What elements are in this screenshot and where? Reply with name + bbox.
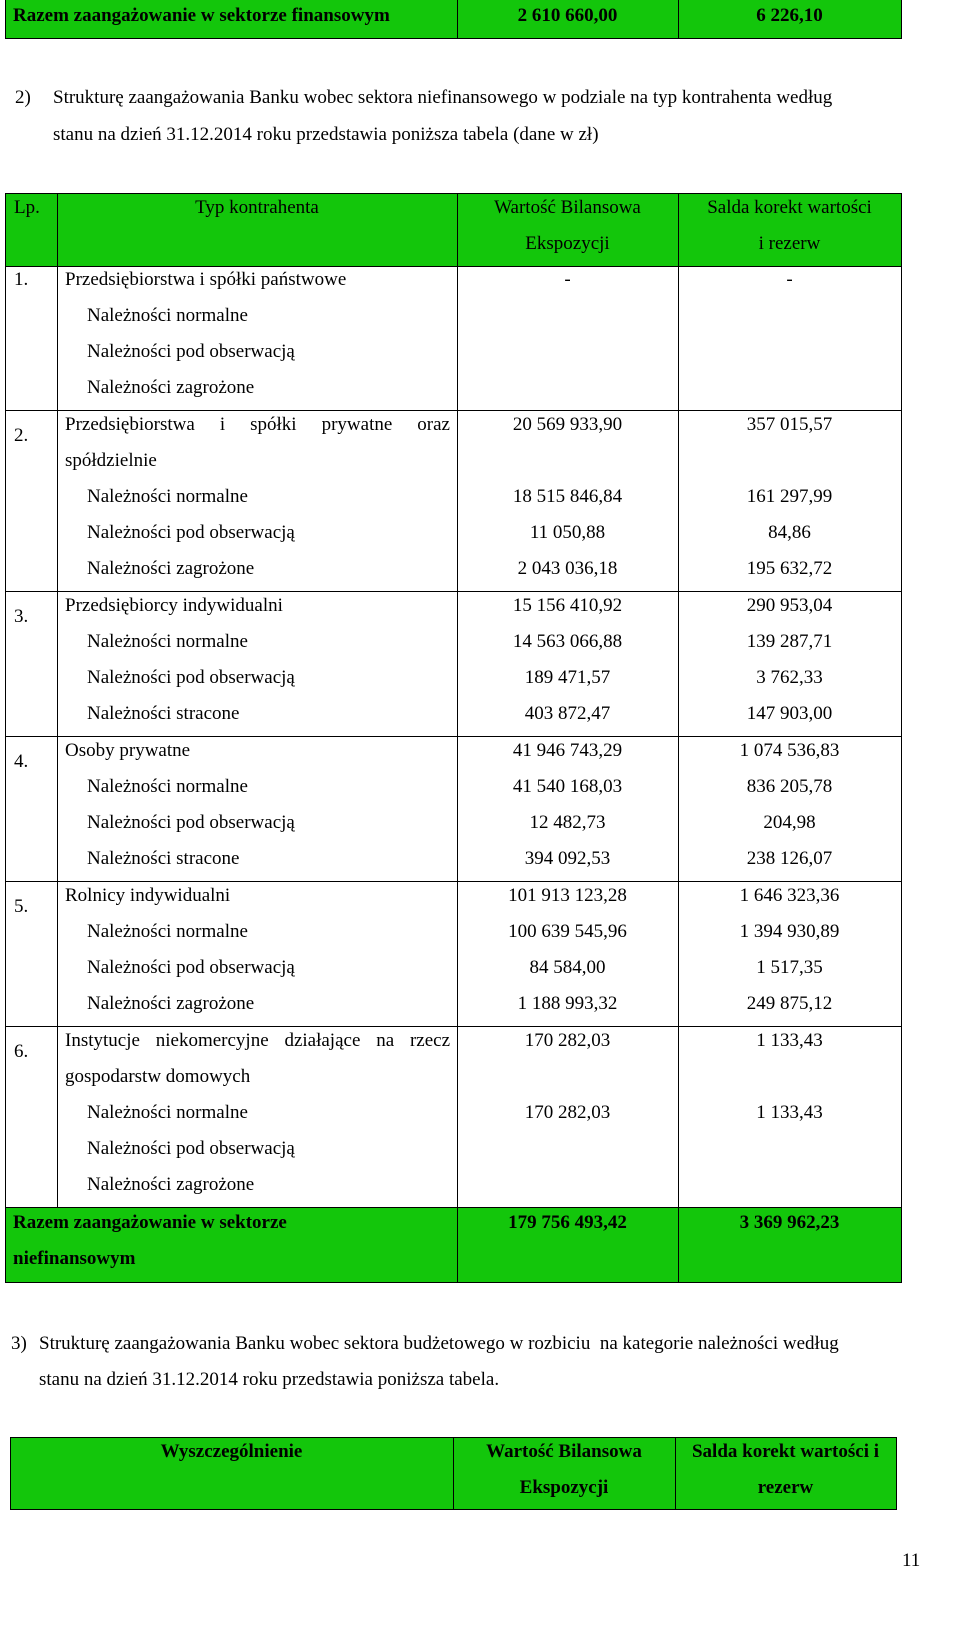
header-adjustment-line-2: i rezerw xyxy=(758,233,821,254)
row-value: 100 639 545,96 xyxy=(508,921,627,942)
row-value: 14 563 066,88 xyxy=(512,631,623,652)
total-value: 179 756 493,42 xyxy=(508,1212,627,1233)
paragraph-2-number: 2) xyxy=(15,87,31,108)
row-value: 2 043 036,18 xyxy=(517,558,618,579)
row-label: Należności normalne xyxy=(87,921,248,942)
group-title: Przedsiębiorcy indywidualni xyxy=(65,595,283,616)
group-title: Rolnicy indywidualni xyxy=(65,885,231,906)
row-adjustment: 195 632,72 xyxy=(746,558,833,579)
row-label: Należności zagrożone xyxy=(87,377,255,398)
header-value-line-1: Wartość Bilansowa xyxy=(494,197,641,218)
header-description: Wyszczególnienie xyxy=(160,1441,303,1462)
header-lp: Lp. xyxy=(14,197,40,218)
group-title: Instytucje niekomercyjne działające na rzecz xyxy=(65,1030,450,1051)
row-value: 11 050,88 xyxy=(529,522,606,543)
header-value-line-2: Ekspozycji xyxy=(519,1477,609,1498)
row-adjustment: 1 394 930,89 xyxy=(739,921,840,942)
group-value: 101 913 123,28 xyxy=(508,885,627,906)
row-label: Należności pod obserwacją xyxy=(87,667,295,688)
row-value: 394 092,53 xyxy=(524,848,611,869)
row-adjustment: 139 287,71 xyxy=(746,631,833,652)
group-number: 1. xyxy=(14,269,29,290)
row-adjustment: 1 517,35 xyxy=(756,957,823,978)
header-adjustment-line-1: Salda korekt wartości xyxy=(707,197,872,218)
row-label: Należności normalne xyxy=(87,631,248,652)
group-title: Osoby prywatne xyxy=(65,740,191,761)
row-label: Należności pod obserwacją xyxy=(87,341,295,362)
row-value: 170 282,03 xyxy=(524,1102,611,1123)
row-adjustment: 249 875,12 xyxy=(746,993,833,1014)
group-number: 2. xyxy=(14,425,29,446)
paragraph-3-number: 3) xyxy=(11,1333,27,1354)
header-adjustment-line-1: Salda korekt wartości i xyxy=(691,1441,879,1462)
paragraph-3-line-2: stanu na dzień 31.12.2014 roku przedstawia poniższa tabela. xyxy=(39,1369,500,1390)
group-adjustment: - xyxy=(786,269,793,290)
header-type: Typ kontrahenta xyxy=(195,197,319,218)
group-adjustment: 1 074 536,83 xyxy=(739,740,840,761)
group-number: 4. xyxy=(14,751,29,772)
group-value: - xyxy=(564,269,571,290)
header-adjustment-line-2: rezerw xyxy=(757,1477,814,1498)
total-label-line-1: Razem zaangażowanie w sektorze xyxy=(13,1212,287,1233)
group-value: 20 569 933,90 xyxy=(512,414,623,435)
row-label: Należności pod obserwacją xyxy=(87,522,295,543)
row-label: Należności zagrożone xyxy=(87,1174,255,1195)
paragraph-2-line-2: stanu na dzień 31.12.2014 roku przedstawia poniższa tabela (dane w zł) xyxy=(53,124,599,145)
group-adjustment: 1 133,43 xyxy=(756,1030,823,1051)
row-label: Należności pod obserwacją xyxy=(87,957,295,978)
group-title: Przedsiębiorstwa i spółki państwowe xyxy=(65,269,347,290)
row-value: 18 515 846,84 xyxy=(512,486,623,507)
group-title-continued: gospodarstw domowych xyxy=(65,1066,251,1087)
group-number: 5. xyxy=(14,896,29,917)
row-value: 189 471,57 xyxy=(524,667,611,688)
row-adjustment: 1 133,43 xyxy=(756,1102,823,1123)
row-value: 12 482,73 xyxy=(529,812,606,833)
row-adjustment: 836 205,78 xyxy=(746,776,833,797)
row-label: Należności stracone xyxy=(87,703,240,724)
page-number: 11 xyxy=(902,1550,921,1571)
row-label: Należności normalne xyxy=(87,486,248,507)
total-label-line-2: niefinansowym xyxy=(13,1248,136,1269)
row-value: 84 584,00 xyxy=(529,957,606,978)
group-number: 3. xyxy=(14,606,29,627)
row-adjustment: 161 297,99 xyxy=(746,486,833,507)
row-label: Należności pod obserwacją xyxy=(87,812,295,833)
row-adjustment: 204,98 xyxy=(763,812,816,833)
row-adjustment: 147 903,00 xyxy=(746,703,833,724)
row-label: Należności zagrożone xyxy=(87,993,255,1014)
row-label: Należności normalne xyxy=(87,776,248,797)
row-adjustment: 3 762,33 xyxy=(756,667,823,688)
header-value-line-2: Ekspozycji xyxy=(525,233,610,254)
group-value: 15 156 410,92 xyxy=(512,595,623,616)
total-adjustment: 3 369 962,23 xyxy=(739,1212,840,1233)
header-value-line-1: Wartość Bilansowa xyxy=(486,1441,642,1462)
row-adjustment: 84,86 xyxy=(768,522,811,543)
row-value: 41 540 168,03 xyxy=(512,776,623,797)
group-title: Przedsiębiorstwa i spółki prywatne oraz xyxy=(65,414,450,435)
group-value: 41 946 743,29 xyxy=(512,740,623,761)
row-value: 1 188 993,32 xyxy=(517,993,618,1014)
group-adjustment: 290 953,04 xyxy=(746,595,833,616)
row-label: Należności normalne xyxy=(87,1102,248,1123)
row-label: Należności pod obserwacją xyxy=(87,1138,295,1159)
finance-total-label: Razem zaangażowanie w sektorze finansowym xyxy=(13,5,390,26)
finance-total-value: 2 610 660,00 xyxy=(517,5,618,26)
finance-total-adjustment: 6 226,10 xyxy=(756,5,823,26)
group-adjustment: 357 015,57 xyxy=(746,414,833,435)
row-label: Należności normalne xyxy=(87,305,248,326)
group-adjustment: 1 646 323,36 xyxy=(739,885,840,906)
paragraph-3-line-1: Strukturę zaangażowania Banku wobec sektora budżetowego w rozbiciu na kategorie należności według xyxy=(39,1333,839,1354)
row-value: 403 872,47 xyxy=(524,703,611,724)
group-value: 170 282,03 xyxy=(524,1030,611,1051)
paragraph-2-line-1: Strukturę zaangażowania Banku wobec sektora niefinansowego w podziale na typ kontrahenta według xyxy=(53,87,833,108)
row-label: Należności zagrożone xyxy=(87,558,255,579)
group-number: 6. xyxy=(14,1041,29,1062)
row-adjustment: 238 126,07 xyxy=(746,848,833,869)
row-label: Należności stracone xyxy=(87,848,240,869)
group-title-continued: spółdzielnie xyxy=(65,450,157,471)
